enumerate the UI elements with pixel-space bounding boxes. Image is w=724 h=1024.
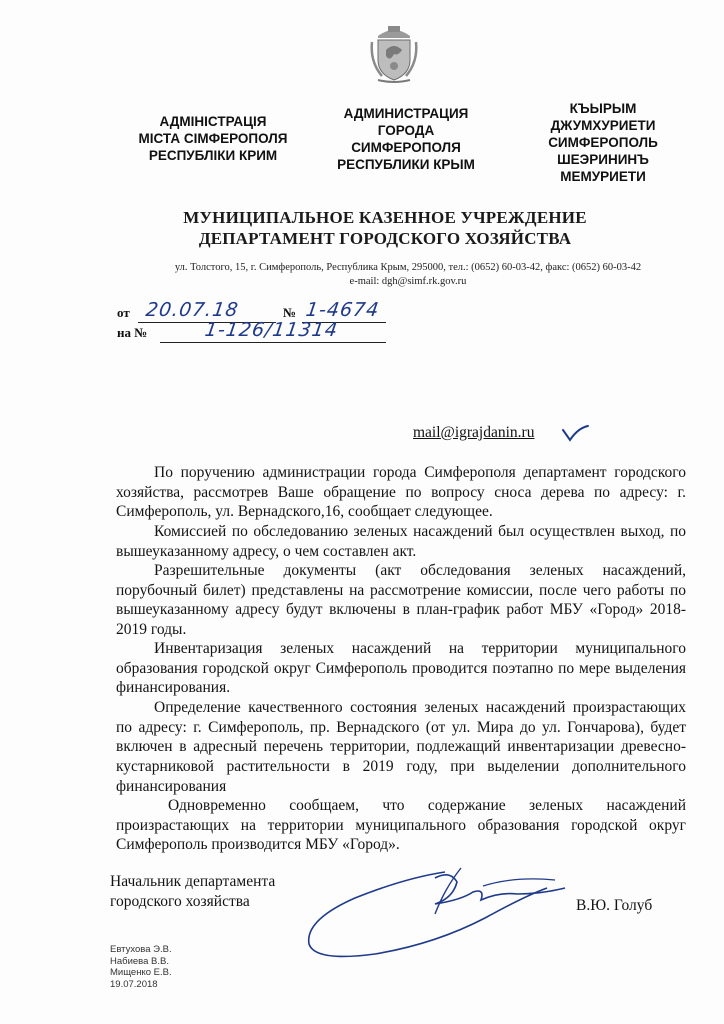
body-paragraph: Разрешительные документы (акт обследования зеленых насаждений, порубочный билет) представлены на рассмотрение комиссии, после чего работы по вышеуказанному адресу будут включены в план-график работ МБУ «Город» 2018-2019 годы.: [116, 562, 686, 639]
signatory-title-line: Начальник департамента: [110, 873, 276, 890]
header-ua-line: МІСТА СІМФЕРОПОЛЯ: [138, 131, 288, 146]
executor-line: Мищенко Е.В.: [110, 967, 172, 978]
header-ukrainian: [118, 113, 308, 164]
executor-line: Набиева В.В.: [110, 955, 169, 967]
crimea-coat-of-arms-icon: [368, 22, 420, 84]
header-ru-line: РЕСПУБЛИКИ КРЫМ: [337, 157, 475, 172]
organization-name-line2: ДЕПАРТАМЕНТ ГОРОДСКОГО ХОЗЯЙСТВА: [198, 229, 572, 248]
signatory-name: В.Ю. Голуб: [576, 897, 653, 914]
registration-date: 20.07.18: [144, 299, 241, 321]
body-paragraph: Определение качественного состояния зеленых насаждений произрастающих по адресу: г. Симферополь, пр. Вернадского (от ул. Мира до ул. Гончарова), будет включен в адресный перечень территории, подлежащий инвентаризации древесно-кустарниковой растительности в 2019 году, при выделении дополнительного финансирования: [116, 699, 686, 795]
signatory-title-line: городского хозяйства: [110, 893, 250, 910]
reply-number: 1-126/11314: [203, 319, 340, 341]
body-paragraph: Инвентаризация зеленых насаждений на территории муниципального образования городской округ Симферополь проводится поэтапно по мере выделения финансирования.: [116, 640, 686, 697]
executor-line: Евтухова Э.В.: [110, 944, 172, 955]
header-russian: [326, 105, 486, 173]
header-cr-line: ШЕЭРИНИНЪ: [557, 152, 649, 167]
executors-list: [110, 944, 172, 990]
header-ru-line: АДМИНИСТРАЦИЯ: [343, 106, 469, 121]
organization-address: ул. Толстого, 15, г. Симферополь, Республика Крым, 295000, тел.: (0652) 60-03-42, факс: (0652) 60-03-42: [174, 262, 642, 273]
header-ua-line: РЕСПУБЛІКИ КРИМ: [148, 148, 278, 163]
from-label: от: [117, 305, 130, 320]
body-paragraph: По поручению администрации города Симферополя департамент городского хозяйства, рассмотрев Ваше обращение по вопросу сноса дерева по адресу: г. Симферополь, ул. Вернадского,16, сообщает следующее.: [116, 464, 686, 521]
reply-underline: [160, 342, 386, 343]
number-label: №: [283, 305, 297, 320]
handwritten-signature: [285, 858, 575, 968]
organization-email: e-mail: dgh@simf.rk.gov.ru: [349, 276, 467, 287]
organization-name-line1: МУНИЦИПАЛЬНОЕ КАЗЕННОЕ УЧРЕЖДЕНИЕ: [183, 208, 587, 227]
header-ua-line: АДМІНІСТРАЦІЯ: [159, 114, 267, 129]
header-crimean-tatar: [528, 100, 678, 185]
signatory-title: [110, 872, 275, 912]
registration-number: 1-4674: [304, 299, 381, 321]
checkmark-icon: [560, 420, 590, 446]
header-ru-line: СИМФЕРОПОЛЯ: [351, 140, 461, 155]
body-paragraph: Одновременно сообщаем, что содержание зеленых насаждений произрастающих на территории муниципального образования городской округ Симферополь производится МБУ «Город».: [116, 797, 686, 854]
header-cr-line: СИМФЕРОПОЛЬ: [548, 135, 658, 150]
executor-line: 19.07.2018: [110, 978, 158, 990]
header-cr-line: КЪЫРЫМ: [569, 101, 637, 116]
header-cr-line: МЕМУРИЕТИ: [560, 169, 646, 184]
header-ru-line: ГОРОДА: [377, 123, 435, 138]
reply-label: на №: [117, 325, 148, 340]
recipient-email: mail@igrajdanin.ru: [413, 424, 535, 441]
body-paragraph: Комиссией по обследованию зеленых насаждений был осуществлен выход, по вышеуказанному адресу, о чем составлен акт.: [116, 523, 686, 560]
header-cr-line: ДЖУМХУРИЕТИ: [550, 118, 656, 133]
